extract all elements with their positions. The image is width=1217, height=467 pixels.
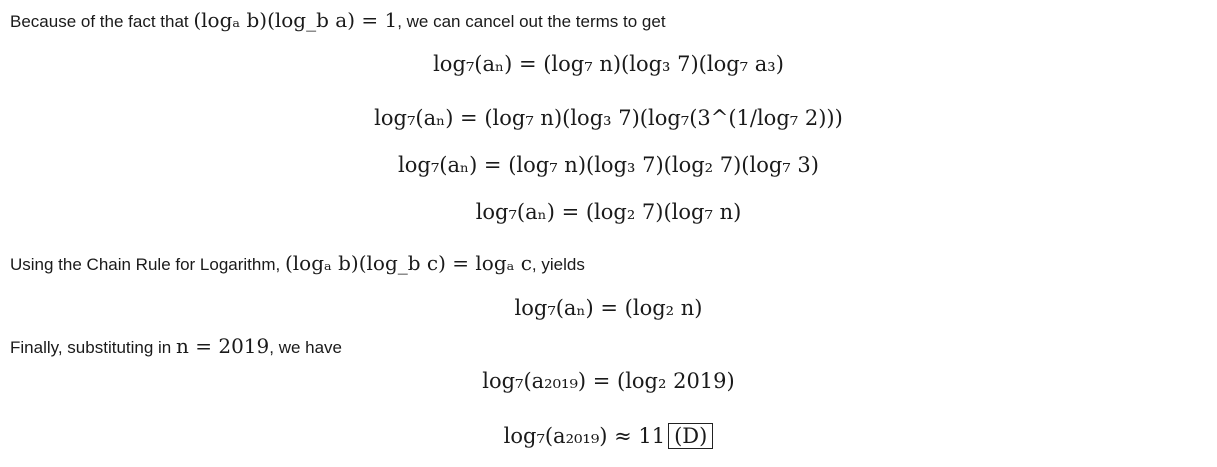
equation-4: log₇(aₙ) = (log₂ 7)(log₇ n) <box>475 200 742 224</box>
paragraph-text: , we can cancel out the terms to get <box>397 12 666 31</box>
equation-7 <box>0 424 1217 448</box>
equation-5: log₇(aₙ) = (log₂ n) <box>514 296 703 320</box>
inline-math: (logₐ b)(log_b a) = 1 <box>193 8 398 32</box>
equation-2: log₇(aₙ) = (log₇ n)(log₃ 7)(log₇(3^(1/log₇ 2))) <box>374 106 843 130</box>
equation-6: log₇(a₂₀₁₉) = (log₂ 2019) <box>482 369 735 393</box>
equation-3: log₇(aₙ) = (log₇ n)(log₃ 7)(log₂ 7)(log₇ 3) <box>398 153 819 177</box>
paragraph-text: Finally, substituting in <box>10 338 176 357</box>
equation-7-main: log₇(a₂₀₁₉) ≈ 11 <box>503 424 666 448</box>
paragraph-text: , we have <box>269 338 343 357</box>
paragraph-text: Because of the fact that <box>10 12 194 31</box>
boxed-answer: (D) <box>668 423 713 449</box>
paragraph-substitution <box>10 334 342 358</box>
paragraph-text: , yields <box>531 255 585 274</box>
inline-math: (logₐ b)(log_b c) = logₐ c <box>284 251 532 275</box>
paragraph-cancel-terms <box>10 8 666 32</box>
paragraph-text: Using the Chain Rule for Logarithm, <box>10 255 285 274</box>
inline-math: n = 2019 <box>175 334 270 358</box>
equation-1: log₇(aₙ) = (log₇ n)(log₃ 7)(log₇ a₃) <box>433 52 784 76</box>
paragraph-chain-rule <box>10 251 585 275</box>
